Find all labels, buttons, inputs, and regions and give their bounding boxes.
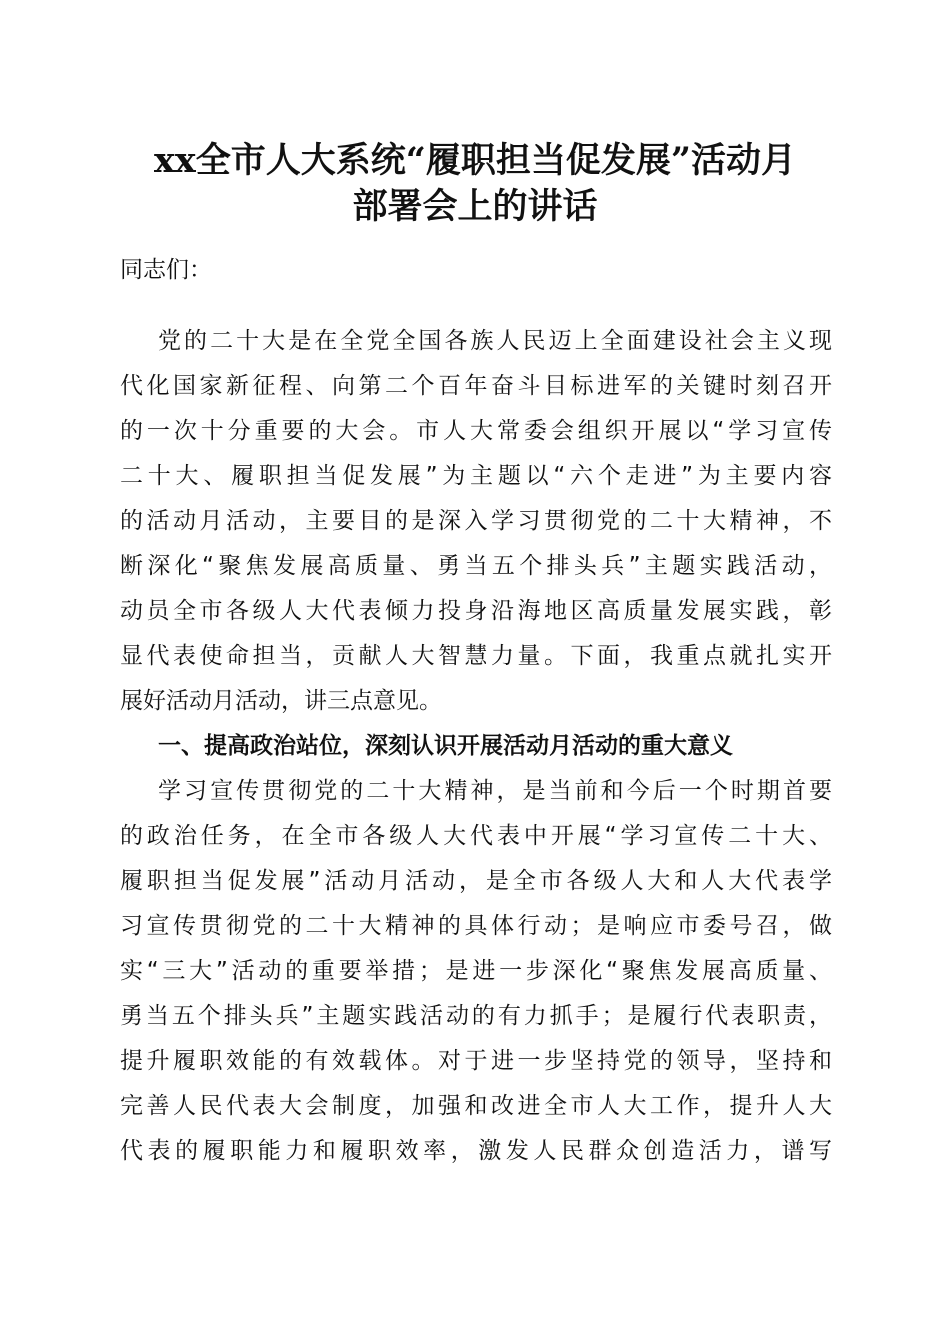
body-line: 的活动月活动，主要目的是深入学习贯彻党的二十大精神，不	[120, 508, 832, 534]
body-line: 动员全市各级人大代表倾力投身沿海地区高质量发展实践，彰	[120, 598, 832, 624]
body-line: 履职担当促发展”活动月活动，是全市各级人大和人大代表学	[120, 868, 832, 894]
body-line: 二十大、履职担当促发展”为主题以“六个走进”为主要内容	[120, 463, 832, 489]
body-line: 展好活动月活动，讲三点意见。	[120, 688, 442, 714]
body-line: 显代表使命担当，贡献人大智慧力量。下面，我重点就扎实开	[120, 643, 832, 669]
body-line: 勇当五个排头兵”主题实践活动的有力抓手；是履行代表职责，	[120, 1003, 832, 1029]
body-line: 习宣传贯彻党的二十大精神的具体行动；是响应市委号召，做	[120, 913, 832, 939]
salutation: 同志们：	[120, 257, 212, 283]
body-line: 提升履职效能的有效载体。对于进一步坚持党的领导，坚持和	[120, 1048, 832, 1074]
body-line: 实“三大”活动的重要举措；是进一步深化“聚焦发展高质量、	[120, 958, 832, 984]
section-heading-1: 一、提高政治站位，深刻认识开展活动月活动的重大意义	[158, 733, 733, 759]
body-line: 代化国家新征程、向第二个百年奋斗目标进军的关键时刻召开	[120, 373, 832, 399]
document-title-line-2: 部署会上的讲话	[352, 186, 598, 227]
body-line: 断深化“聚焦发展高质量、勇当五个排头兵”主题实践活动，	[120, 553, 832, 579]
body-line: 党的二十大是在全党全国各族人民迈上全面建设社会主义现	[158, 328, 832, 354]
body-line: 的政治任务，在全市各级人大代表中开展“学习宣传二十大、	[120, 823, 832, 849]
document-title-line-1: xx全市人大系统“履职担当促发展”活动月	[154, 140, 796, 181]
body-line: 学习宣传贯彻党的二十大精神，是当前和今后一个时期首要	[158, 778, 832, 804]
body-line: 完善人民代表大会制度，加强和改进全市人大工作，提升人大	[120, 1093, 832, 1119]
body-line: 代表的履职能力和履职效率，激发人民群众创造活力，谱写	[120, 1138, 832, 1164]
body-line: 的一次十分重要的大会。市人大常委会组织开展以“学习宣传	[120, 418, 832, 444]
